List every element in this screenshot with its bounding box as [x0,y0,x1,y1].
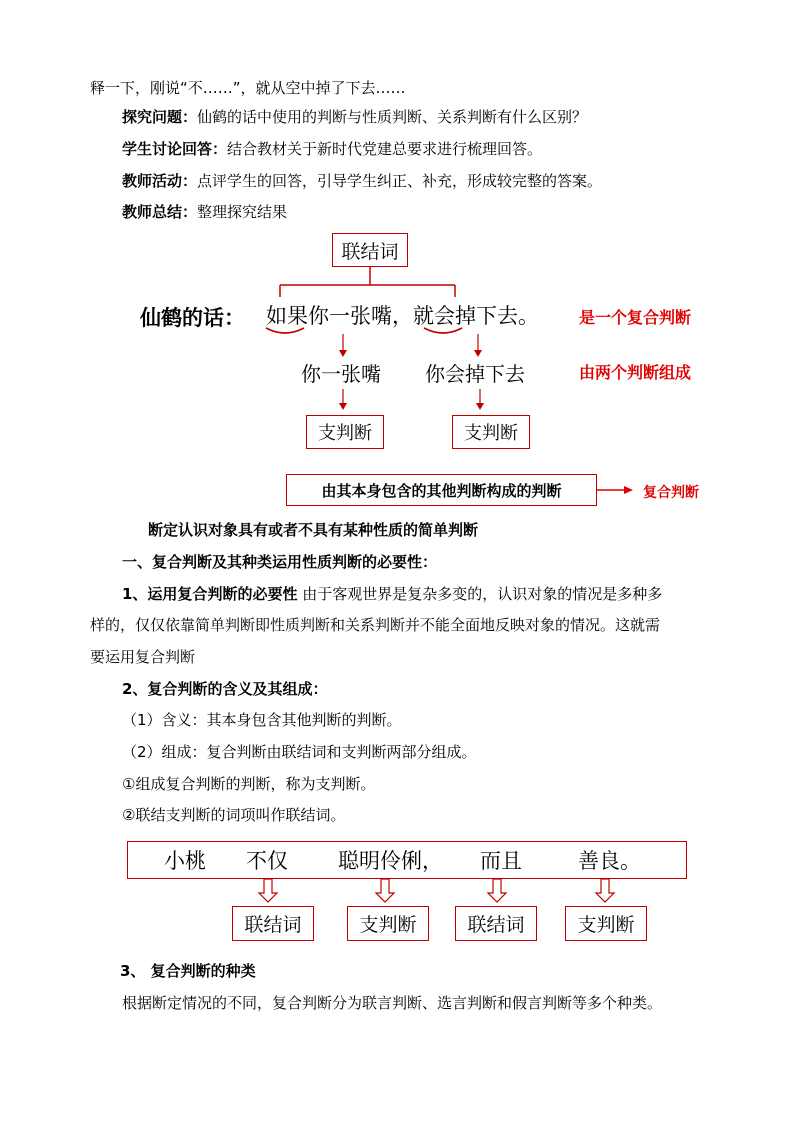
section-heading-1: 一、复合判断及其种类运用性质判断的必要性： [122,553,438,571]
explore-label: 探究问题： [122,108,198,126]
point1-text1: 由于客观世界是复杂多变的，认识对象的情况是多种多 [297,585,663,603]
intro-text: 释一下，刚说“不……”，就从空中掉了下去…… [90,79,406,97]
crane-sentence [266,302,539,330]
sentence-part4: 掉下去。 [455,304,539,328]
note-compound: 是一个复合判断 [579,308,692,327]
example-word-2: 不仅 [246,849,288,873]
point3-label: 3、 复合判断的种类 [120,962,256,980]
point2-label: 2、复合判断的含义及其组成： [122,680,328,698]
definition-box: 由其本身包含的其他判断构成的判断 [286,474,597,506]
crane-speaker: 仙鹤的话： [140,306,245,330]
teacher-activity-text: 点评学生的回答，引导学生纠正、补充，形成较完整的答案。 [197,172,603,190]
sub-sentence-left: 你一张嘴 [301,362,381,386]
point1-line3: 要运用复合判断 [90,648,196,666]
example-label-connective-2: 联结词 [455,906,537,941]
branch-judgment-right: 支判断 [452,415,530,449]
example-word-3: 聪明伶俐， [338,849,443,873]
sentence-part2: 你一张嘴， [308,304,413,328]
simple-judgment-def: 断定认识对象具有或者不具有某种性质的简单判断 [148,521,479,539]
point1-label: 1、运用复合判断的必要性 [122,585,298,603]
connective-box: 联结词 [332,233,408,267]
example-word-1: 小桃 [164,849,206,873]
student-label: 学生讨论回答： [122,140,228,158]
explore-text: 仙鹤的话中使用的判断与性质判断、关系判断有什么区别？ [197,108,588,126]
point1-line1 [122,583,662,605]
example-word-4: 而且 [480,849,522,873]
definition-target: 复合判断 [643,485,699,501]
point1-line2: 样的，仅仅依靠简单判断即性质判断和关系判断并不能全面地反映对象的情况。这就需 [90,616,661,634]
point2-composition: （2）组成：复合判断由联结词和支判断两部分组成。 [122,743,477,761]
teacher-summary-label: 教师总结： [122,203,198,221]
note-two-judgments: 由两个判断组成 [579,363,692,382]
example-sentence-box [127,841,687,879]
point2-meaning: （1）含义：其本身包含其他判断的判断。 [122,711,402,729]
example-label-branch-1: 支判断 [347,906,429,941]
example-word-5: 善良。 [578,849,641,873]
sentence-then: 就会 [413,304,455,328]
sub-sentence-right: 你会掉下去 [425,362,525,386]
student-text: 结合教材关于新时代党建总要求进行梳理回答。 [227,140,543,158]
example-label-connective-1: 联结词 [232,906,314,941]
teacher-summary-text: 整理探究结果 [197,203,288,221]
teacher-activity-label: 教师活动： [122,172,198,190]
point3-text: 根据断定情况的不同，复合判断分为联言判断、选言判断和假言判断等多个种类。 [122,994,663,1012]
sentence-if: 如果 [266,304,308,328]
branch-judgment-left: 支判断 [306,415,384,449]
point2-c2: ②联结支判断的词项叫作联结词。 [122,806,346,824]
example-label-branch-2: 支判断 [565,906,647,941]
point2-c1: ①组成复合判断的判断，称为支判断。 [122,775,376,793]
